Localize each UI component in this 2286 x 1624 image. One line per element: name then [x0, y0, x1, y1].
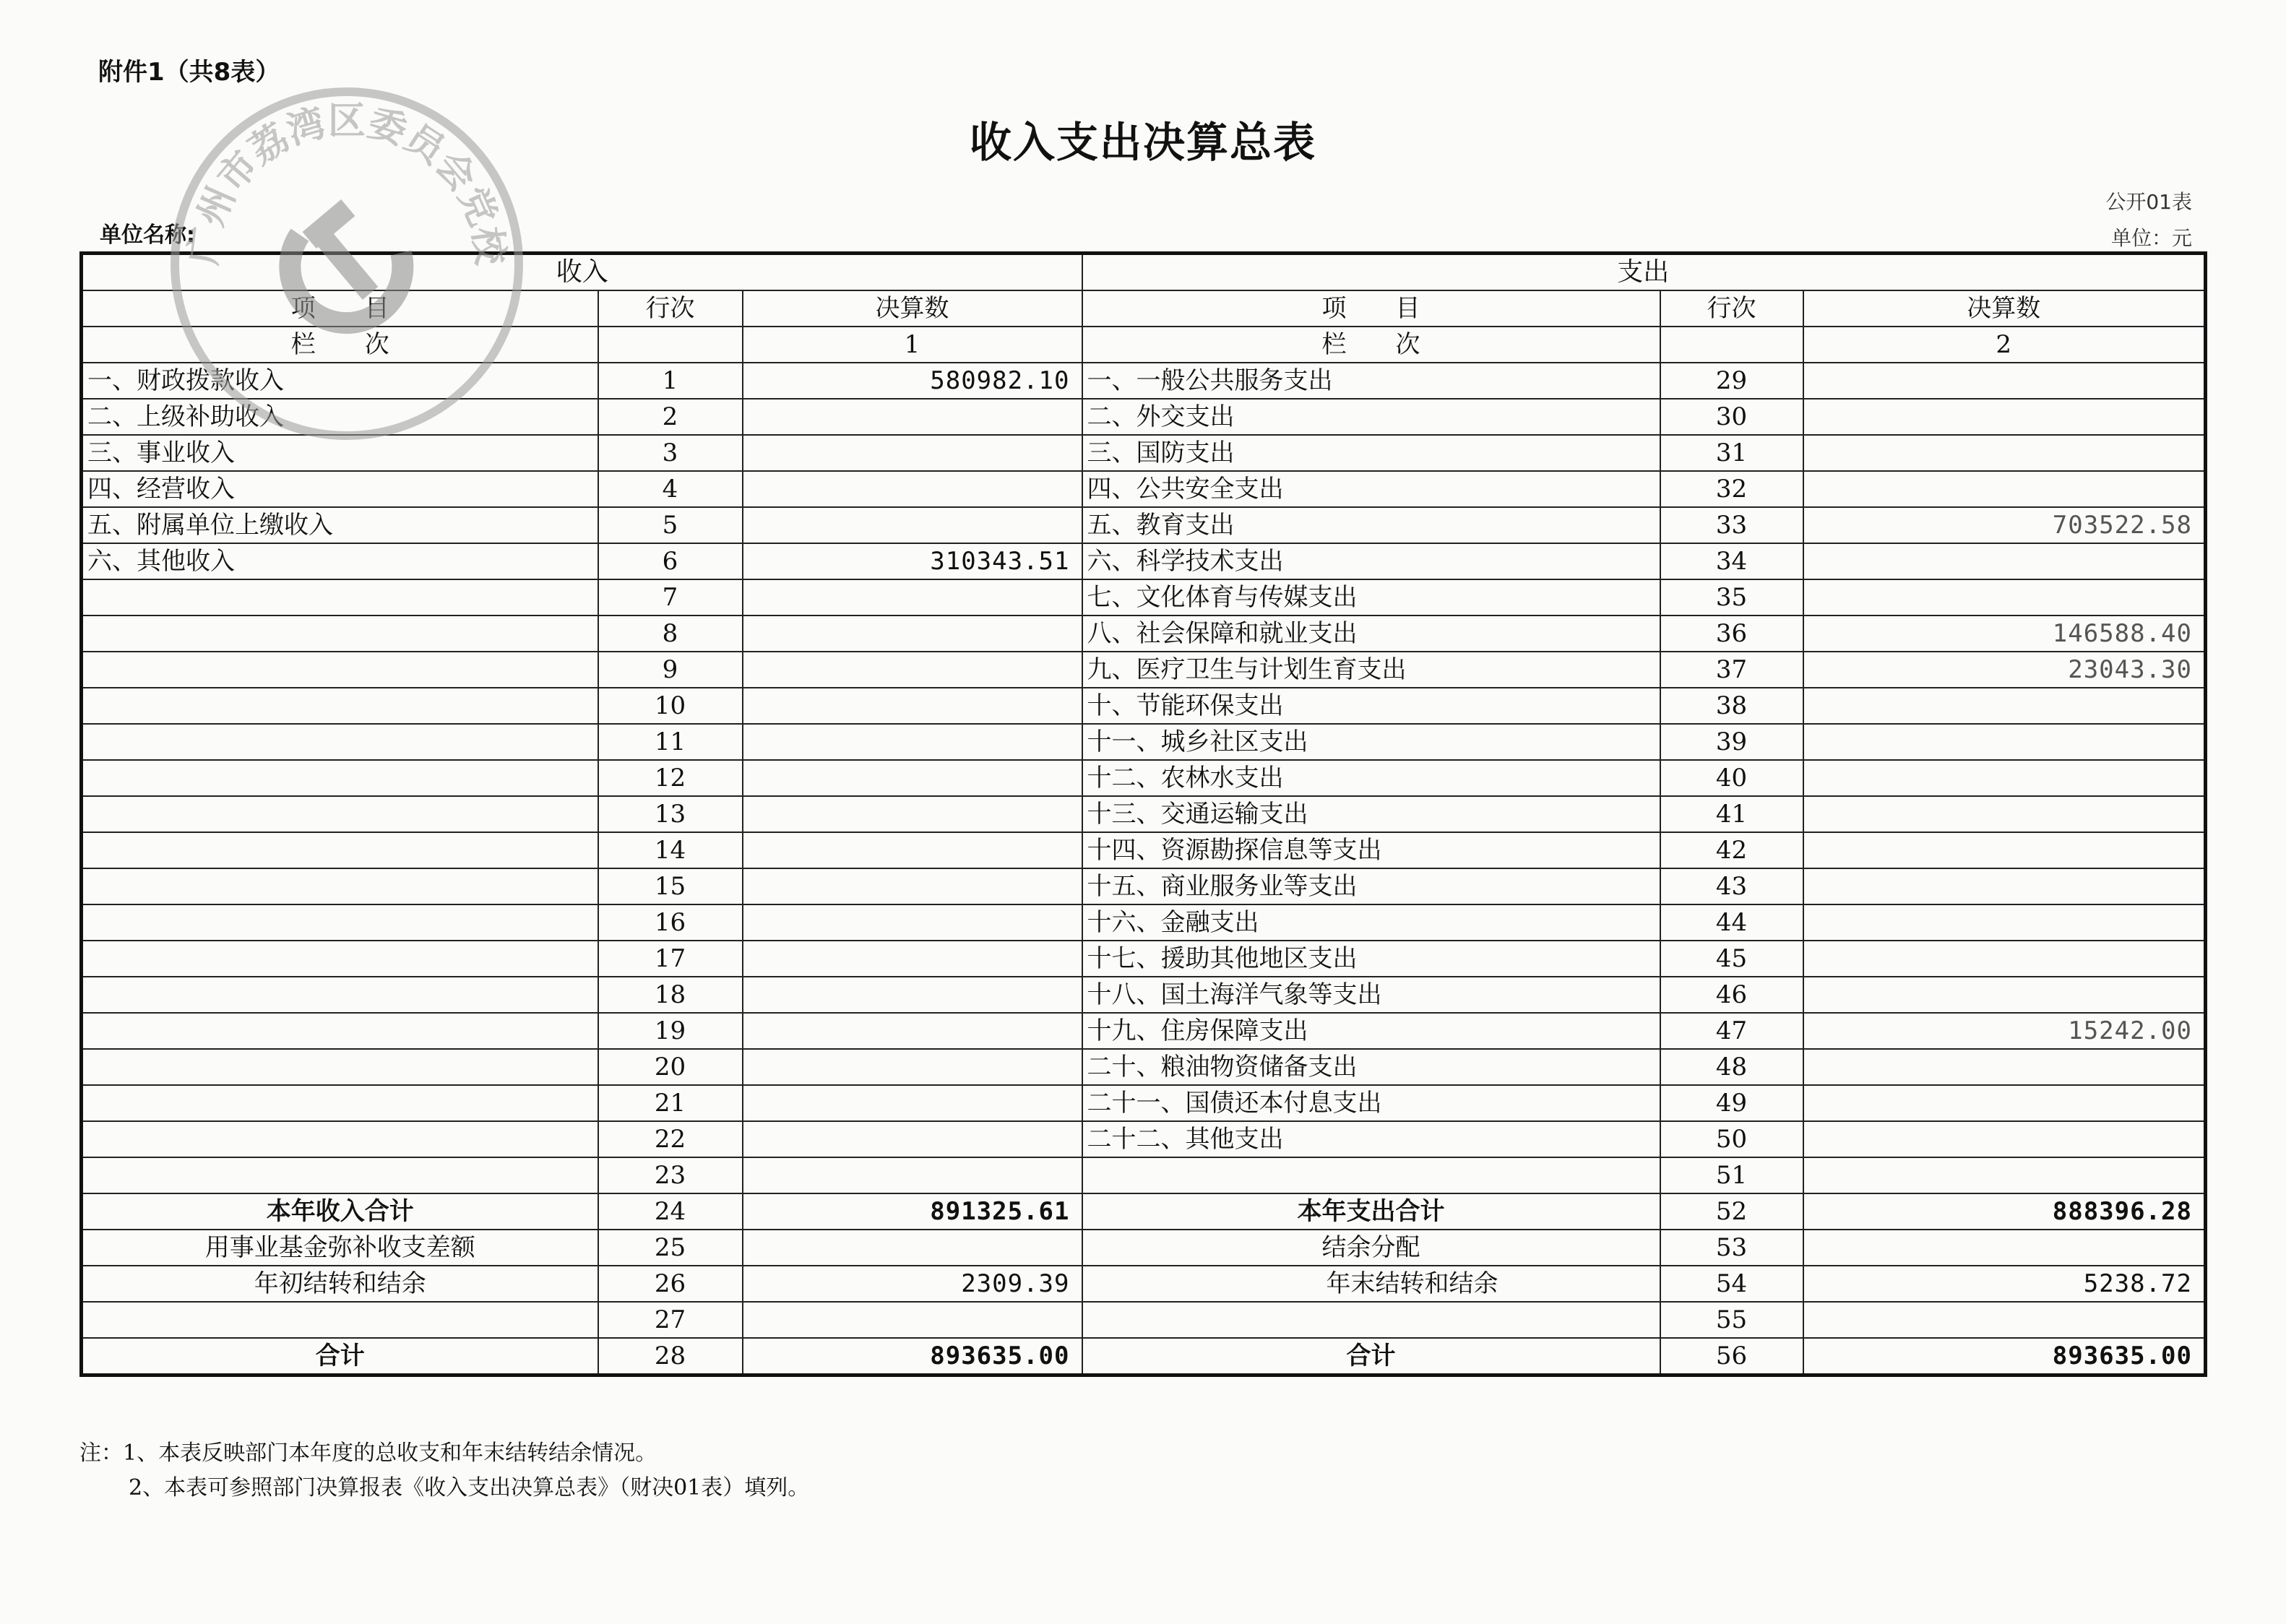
expense-amount-cell	[1803, 1157, 2206, 1193]
expense-item-header: 项 目	[1082, 290, 1660, 327]
expense-amount-cell: 15242.00	[1803, 1013, 2206, 1049]
income-item-cell: 六、其他收入	[82, 543, 598, 579]
income-item-cell	[82, 832, 598, 868]
expense-amount-cell	[1803, 579, 2206, 616]
income-amount-cell	[743, 652, 1082, 688]
income-amount-cell	[743, 1302, 1082, 1338]
income-amount-cell	[743, 941, 1082, 977]
expense-item-cell: 十二、农林水支出	[1082, 760, 1660, 796]
income-amount-cell	[743, 1230, 1082, 1266]
expense-amount-cell	[1803, 435, 2206, 471]
expense-item-cell: 本年支出合计	[1082, 1193, 1660, 1230]
expense-amount-cell	[1803, 1302, 2206, 1338]
expense-item-cell: 二十、粮油物资储备支出	[1082, 1049, 1660, 1085]
expense-amount-cell	[1803, 1230, 2206, 1266]
income-item-cell	[82, 1049, 598, 1085]
table-row	[82, 1085, 2206, 1121]
expense-row-no-cell: 41	[1660, 796, 1803, 832]
table-row	[82, 1157, 2206, 1193]
table-row	[82, 868, 2206, 904]
income-row-no-cell: 6	[598, 543, 743, 579]
expense-row-no-header: 行次	[1660, 290, 1803, 327]
expense-row-no-cell: 35	[1660, 579, 1803, 616]
expense-amount-cell	[1803, 760, 2206, 796]
note-line-2: 2、本表可参照部门决算报表《收入支出决算总表》（财决01表）填列。	[129, 1475, 810, 1500]
income-amount-cell	[743, 1049, 1082, 1085]
expense-row-no-cell: 29	[1660, 363, 1803, 399]
expense-item-cell: 十八、国土海洋气象等支出	[1082, 977, 1660, 1013]
expense-item-cell: 五、教育支出	[1082, 507, 1660, 543]
expense-item-cell: 十一、城乡社区支出	[1082, 724, 1660, 760]
income-amount-cell	[743, 760, 1082, 796]
expense-row-no-cell: 54	[1660, 1266, 1803, 1302]
expense-item-cell: 结余分配	[1082, 1230, 1660, 1266]
summary-row	[82, 1193, 2206, 1230]
expense-row-no-cell: 43	[1660, 868, 1803, 904]
income-column-number: 1	[743, 327, 1082, 363]
expense-row-no-cell: 32	[1660, 471, 1803, 507]
income-item-cell	[82, 941, 598, 977]
expense-item-cell: 三、国防支出	[1082, 435, 1660, 471]
income-amount-cell	[743, 904, 1082, 941]
note-line-1: 注：1、本表反映部门本年度的总收支和年末结转结余情况。	[79, 1441, 657, 1466]
page-title: 收入支出决算总表	[969, 118, 1316, 167]
expense-amount-cell	[1803, 1049, 2206, 1085]
income-amount-cell	[743, 507, 1082, 543]
income-row-no-header: 行次	[598, 290, 743, 327]
expense-row-no-cell: 42	[1660, 832, 1803, 868]
income-item-cell	[82, 868, 598, 904]
income-item-cell	[82, 1121, 598, 1157]
expense-amount-cell: 146588.40	[1803, 616, 2206, 652]
expense-row-no-cell: 46	[1660, 977, 1803, 1013]
income-row-no-cell: 9	[598, 652, 743, 688]
income-item-cell	[82, 579, 598, 616]
expense-amount-cell: 23043.30	[1803, 652, 2206, 688]
income-amount-cell: 893635.00	[743, 1338, 1082, 1375]
expense-amount-cell	[1803, 977, 2206, 1013]
expense-item-cell	[1082, 1157, 1660, 1193]
expense-amount-cell: 888396.28	[1803, 1193, 2206, 1230]
expense-lanci-label: 栏 次	[1082, 327, 1660, 363]
income-amount-cell	[743, 688, 1082, 724]
income-item-cell	[82, 724, 598, 760]
income-item-cell	[82, 1013, 598, 1049]
expense-amount-cell	[1803, 543, 2206, 579]
income-amount-cell: 310343.51	[743, 543, 1082, 579]
expense-item-cell	[1082, 1302, 1660, 1338]
table-row	[82, 977, 2206, 1013]
table-row	[82, 941, 2206, 977]
summary-row	[82, 1338, 2206, 1375]
table-row	[82, 1049, 2206, 1085]
summary-row	[82, 1302, 2206, 1338]
income-item-cell	[82, 616, 598, 652]
expense-amount-cell: 5238.72	[1803, 1266, 2206, 1302]
income-row-no-cell: 25	[598, 1230, 743, 1266]
income-item-cell	[82, 652, 598, 688]
income-amount-cell	[743, 724, 1082, 760]
income-row-no-cell: 27	[598, 1302, 743, 1338]
table-row	[82, 471, 2206, 507]
income-lanci-label: 栏 次	[82, 327, 598, 363]
income-row-no-cell: 8	[598, 616, 743, 652]
income-row-no-cell: 11	[598, 724, 743, 760]
income-row-no-cell: 26	[598, 1266, 743, 1302]
expense-row-no-cell: 37	[1660, 652, 1803, 688]
income-row-no-cell: 7	[598, 579, 743, 616]
expense-row-no-cell: 48	[1660, 1049, 1803, 1085]
income-row-no-cell: 13	[598, 796, 743, 832]
income-row-no-cell: 3	[598, 435, 743, 471]
table-row	[82, 760, 2206, 796]
expense-item-cell: 二、外交支出	[1082, 399, 1660, 435]
form-number: 公开01表	[2105, 190, 2192, 214]
income-row-no-cell: 18	[598, 977, 743, 1013]
expense-row-no-cell: 49	[1660, 1085, 1803, 1121]
income-amount-cell: 891325.61	[743, 1193, 1082, 1230]
expense-amount-cell	[1803, 1121, 2206, 1157]
expense-amount-cell	[1803, 471, 2206, 507]
income-row-no-cell: 17	[598, 941, 743, 977]
table-row	[82, 832, 2206, 868]
expense-item-cell: 四、公共安全支出	[1082, 471, 1660, 507]
expense-amount-cell	[1803, 796, 2206, 832]
income-item-cell	[82, 1157, 598, 1193]
table-row	[82, 724, 2206, 760]
income-row-no-cell: 19	[598, 1013, 743, 1049]
expense-row-no-cell: 36	[1660, 616, 1803, 652]
income-item-cell: 五、附属单位上缴收入	[82, 507, 598, 543]
income-item-cell: 四、经营收入	[82, 471, 598, 507]
table-row	[82, 616, 2206, 652]
income-amount-cell	[743, 399, 1082, 435]
table-row	[82, 507, 2206, 543]
expense-column-number: 2	[1803, 327, 2206, 363]
income-amount-cell	[743, 435, 1082, 471]
income-amount-cell: 580982.10	[743, 363, 1082, 399]
income-row-no-cell: 2	[598, 399, 743, 435]
income-row-no-cell: 15	[598, 868, 743, 904]
expense-item-cell: 二十一、国债还本付息支出	[1082, 1085, 1660, 1121]
expense-row-no-cell: 51	[1660, 1157, 1803, 1193]
expense-amount-cell	[1803, 904, 2206, 941]
income-row-no-cell: 1	[598, 363, 743, 399]
income-amount-cell	[743, 1013, 1082, 1049]
expense-amount-cell	[1803, 941, 2206, 977]
income-amount-cell	[743, 1121, 1082, 1157]
expense-row-no-cell: 31	[1660, 435, 1803, 471]
expense-row-no-cell: 34	[1660, 543, 1803, 579]
income-item-cell	[82, 977, 598, 1013]
table-notes	[79, 1436, 809, 1506]
table-row	[82, 1013, 2206, 1049]
income-amount-header: 决算数	[743, 290, 1082, 327]
income-item-cell	[82, 904, 598, 941]
income-row-no-cell: 4	[598, 471, 743, 507]
summary-row	[82, 1266, 2206, 1302]
expense-item-cell: 年末结转和结余	[1082, 1266, 1660, 1302]
official-seal	[163, 79, 531, 448]
income-amount-cell	[743, 1157, 1082, 1193]
expense-item-cell: 六、科学技术支出	[1082, 543, 1660, 579]
income-amount-cell	[743, 1085, 1082, 1121]
expense-row-no-cell: 52	[1660, 1193, 1803, 1230]
party-emblem-icon	[290, 199, 402, 323]
income-item-cell: 合计	[82, 1338, 598, 1375]
income-amount-cell	[743, 471, 1082, 507]
expense-amount-cell	[1803, 363, 2206, 399]
attachment-label: 附件1（共8表）	[98, 58, 280, 87]
income-item-cell: 用事业基金弥补收支差额	[82, 1230, 598, 1266]
income-row-no-cell: 21	[598, 1085, 743, 1121]
table-row	[82, 652, 2206, 688]
expense-amount-cell: 703522.58	[1803, 507, 2206, 543]
currency-unit: 单位：元	[2110, 226, 2192, 250]
expense-item-cell: 八、社会保障和就业支出	[1082, 616, 1660, 652]
svg-text:广州市荔湾区委员会党校	[182, 100, 512, 269]
expense-amount-cell	[1803, 724, 2206, 760]
expense-item-cell: 二十二、其他支出	[1082, 1121, 1660, 1157]
expense-row-no-cell: 30	[1660, 399, 1803, 435]
table-row	[82, 1121, 2206, 1157]
expense-item-cell: 十四、资源勘探信息等支出	[1082, 832, 1660, 868]
expense-amount-cell	[1803, 832, 2206, 868]
expense-item-cell: 十九、住房保障支出	[1082, 1013, 1660, 1049]
expense-header: 支出	[1082, 254, 2206, 291]
income-item-cell: 本年收入合计	[82, 1193, 598, 1230]
expense-row-no-cell: 44	[1660, 904, 1803, 941]
empty-cell	[1660, 327, 1803, 363]
expense-amount-cell	[1803, 868, 2206, 904]
income-item-cell	[82, 688, 598, 724]
income-item-cell: 年初结转和结余	[82, 1266, 598, 1302]
table-row	[82, 904, 2206, 941]
expense-row-no-cell: 40	[1660, 760, 1803, 796]
expense-row-no-cell: 55	[1660, 1302, 1803, 1338]
expense-amount-cell	[1803, 1085, 2206, 1121]
income-row-no-cell: 5	[598, 507, 743, 543]
table-row	[82, 688, 2206, 724]
expense-item-cell: 九、医疗卫生与计划生育支出	[1082, 652, 1660, 688]
expense-item-cell: 合计	[1082, 1338, 1660, 1375]
expense-row-no-cell: 53	[1660, 1230, 1803, 1266]
expense-item-cell: 十三、交通运输支出	[1082, 796, 1660, 832]
income-item-cell: 一、财政拨款收入	[82, 363, 598, 399]
income-item-cell: 二、上级补助收入	[82, 399, 598, 435]
expense-item-cell: 一、一般公共服务支出	[1082, 363, 1660, 399]
income-item-header: 项 目	[82, 290, 598, 327]
table-row	[82, 579, 2206, 616]
table-row	[82, 796, 2206, 832]
expense-row-no-cell: 39	[1660, 724, 1803, 760]
income-row-no-cell: 20	[598, 1049, 743, 1085]
income-row-no-cell: 12	[598, 760, 743, 796]
expense-row-no-cell: 56	[1660, 1338, 1803, 1375]
expense-row-no-cell: 38	[1660, 688, 1803, 724]
income-row-no-cell: 14	[598, 832, 743, 868]
income-item-cell	[82, 760, 598, 796]
unit-name-label: 单位名称:	[100, 223, 195, 248]
seal-text: 广州市荔湾区委员会党校	[181, 100, 512, 267]
expense-row-no-cell: 50	[1660, 1121, 1803, 1157]
income-header: 收入	[82, 254, 1082, 291]
income-amount-cell	[743, 616, 1082, 652]
expense-amount-cell	[1803, 688, 2206, 724]
income-amount-cell: 2309.39	[743, 1266, 1082, 1302]
expense-row-no-cell: 45	[1660, 941, 1803, 977]
empty-cell	[598, 327, 743, 363]
expense-item-cell: 十七、援助其他地区支出	[1082, 941, 1660, 977]
expense-item-cell: 十六、金融支出	[1082, 904, 1660, 941]
summary-row	[82, 1230, 2206, 1266]
expense-amount-cell: 893635.00	[1803, 1338, 2206, 1375]
expense-row-no-cell: 47	[1660, 1013, 1803, 1049]
table-row	[82, 543, 2206, 579]
income-row-no-cell: 28	[598, 1338, 743, 1375]
expense-item-cell: 十五、商业服务业等支出	[1082, 868, 1660, 904]
income-item-cell	[82, 796, 598, 832]
expense-row-no-cell: 33	[1660, 507, 1803, 543]
income-item-cell: 三、事业收入	[82, 435, 598, 471]
income-amount-cell	[743, 977, 1082, 1013]
expense-item-cell: 十、节能环保支出	[1082, 688, 1660, 724]
income-row-no-cell: 23	[598, 1157, 743, 1193]
income-row-no-cell: 16	[598, 904, 743, 941]
income-row-no-cell: 22	[598, 1121, 743, 1157]
income-row-no-cell: 10	[598, 688, 743, 724]
income-row-no-cell: 24	[598, 1193, 743, 1230]
expense-amount-cell	[1803, 399, 2206, 435]
income-amount-cell	[743, 579, 1082, 616]
income-item-cell	[82, 1302, 598, 1338]
income-amount-cell	[743, 796, 1082, 832]
income-item-cell	[82, 1085, 598, 1121]
expense-amount-header: 决算数	[1803, 290, 2206, 327]
income-amount-cell	[743, 832, 1082, 868]
income-amount-cell	[743, 868, 1082, 904]
expense-item-cell: 七、文化体育与传媒支出	[1082, 579, 1660, 616]
